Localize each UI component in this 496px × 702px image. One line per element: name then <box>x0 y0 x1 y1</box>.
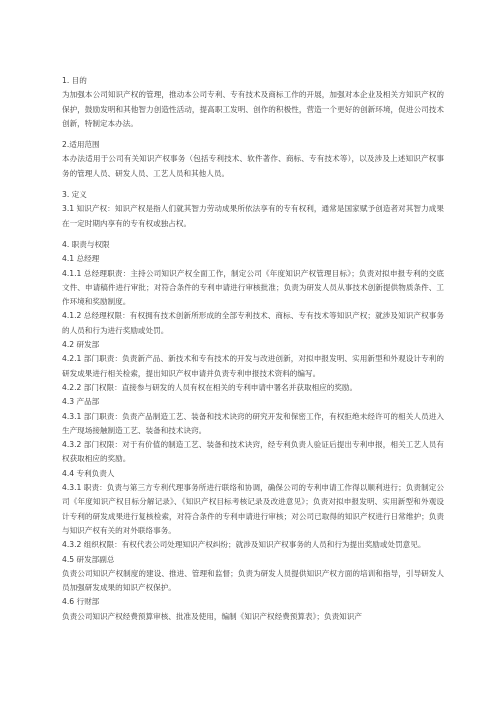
subsection-title: 4.3 产品部 <box>62 397 100 407</box>
clause-text: 4.3.2 部门权限：对于有价值的制造工艺、装备和技术诀窍，经专利负责人验证后提出专利申报，相关工艺人员有权获取相应的奖励。 <box>62 440 444 464</box>
section-title: 3. 定义 <box>62 190 87 200</box>
section-title: 4. 职责与权限 <box>62 239 110 249</box>
subsection-title: 4.1 总经理 <box>62 254 100 264</box>
clause-text: 4.1.1 总经理职责：主持公司知识产权全面工作，制定公司《年度知识产权管理目标》；负责对拟申报专利的交底文件、申请稿件进行审批；对符合条件的专利申请进行审核批准；负责为研发人员从事技术创新提供物质条件、工作环境和奖励制度。 <box>62 268 444 307</box>
clause-text: 4.1.2 总经理权限：有权拥有技术创新所形成的全部专利技术、商标、专有技术等知识产权；就涉及知识产权事务的人员和行为进行奖励或处罚。 <box>62 311 444 335</box>
subsection-title: 4.5 研发部副总 <box>62 554 115 564</box>
subsection-title: 4.4 专利负责人 <box>62 468 115 478</box>
clause-text: 4.3.2 组织权限：有权代表公司处理知识产权纠纷；就涉及知识产权事务的人员和行为提出奖励或处罚意见。 <box>62 540 426 550</box>
subsection-title: 4.2 研发部 <box>62 340 100 350</box>
section-title: 1. 目的 <box>62 76 87 85</box>
section-body: 3.1 知识产权：知识产权是指人们就其智力劳动成果所依法享有的专有权利，通常是国家赋予创造者对其智力成果在一定时期内享有的专有权或独占权。 <box>62 204 444 228</box>
clause-text: 4.3.1 职责：负责与第三方专利代理事务所进行联络和协调，确保公司的专利申请工作得以顺利进行；负责制定公司《年度知识产权目标分解记录》、《知识产权目标考核记录及改进意见》；负责对拟申报发明、实用新型和外观设计专利的研发成果进行复核检索，对符合条件的专利申请进行审核；对公司已取得的知识产权进行日常维护；负责与知识产权有关的对外联络事务。 <box>62 483 444 535</box>
subsection-title: 4.6 行财部 <box>62 597 100 607</box>
clause-text: 负责公司知识产权经费预算审核、批准及使用，编制《知识产权经费预算表》；负责知识产 <box>62 611 362 621</box>
section-body: 本办法适用于公司有关知识产权事务（包括专利技术、软件著作、商标、专有技术等），以及涉及上述知识产权事务的管理人员、研发人员、工艺人员和其他人员。 <box>62 154 444 178</box>
clause-text: 4.2.1 部门职责：负责新产品、新技术和专有技术的开发与改进创新，对拟申报发明、实用新型和外观设计专利的研发成果进行相关检索，提出知识产权申请并负责专利申报技术资料的编写。 <box>62 354 444 378</box>
clause-text: 负责公司知识产权制度的建设、推进、管理和监督；负责为研发人员提供知识产权方面的培训和指导，引导研发人员加强研发成果的知识产权保护。 <box>62 568 444 593</box>
section-body: 为加强本公司知识产权的管理，推动本公司专利、专有技术及商标工作的开展，加强对本企业及相关方知识产权的保护，鼓励发明和其他智力创造性活动，提高职工发明、创作的积极性，营造一个更好的创新环境，促进公司技术创新，特制定本办法。 <box>62 90 444 128</box>
clause-text: 4.2.2 部门权限：直接参与研发的人员有权在相关的专利申请中署名并获取相应的奖励。 <box>62 382 358 392</box>
section-title: 2.适用范围 <box>62 140 100 150</box>
clause-text: 4.3.1 部门职责：负责产品制造工艺、装备和技术诀窍的研究开发和保密工作，有权拒绝未经许可的相关人员进入生产现场接触制造工艺、装备和技术诀窍。 <box>62 411 444 435</box>
